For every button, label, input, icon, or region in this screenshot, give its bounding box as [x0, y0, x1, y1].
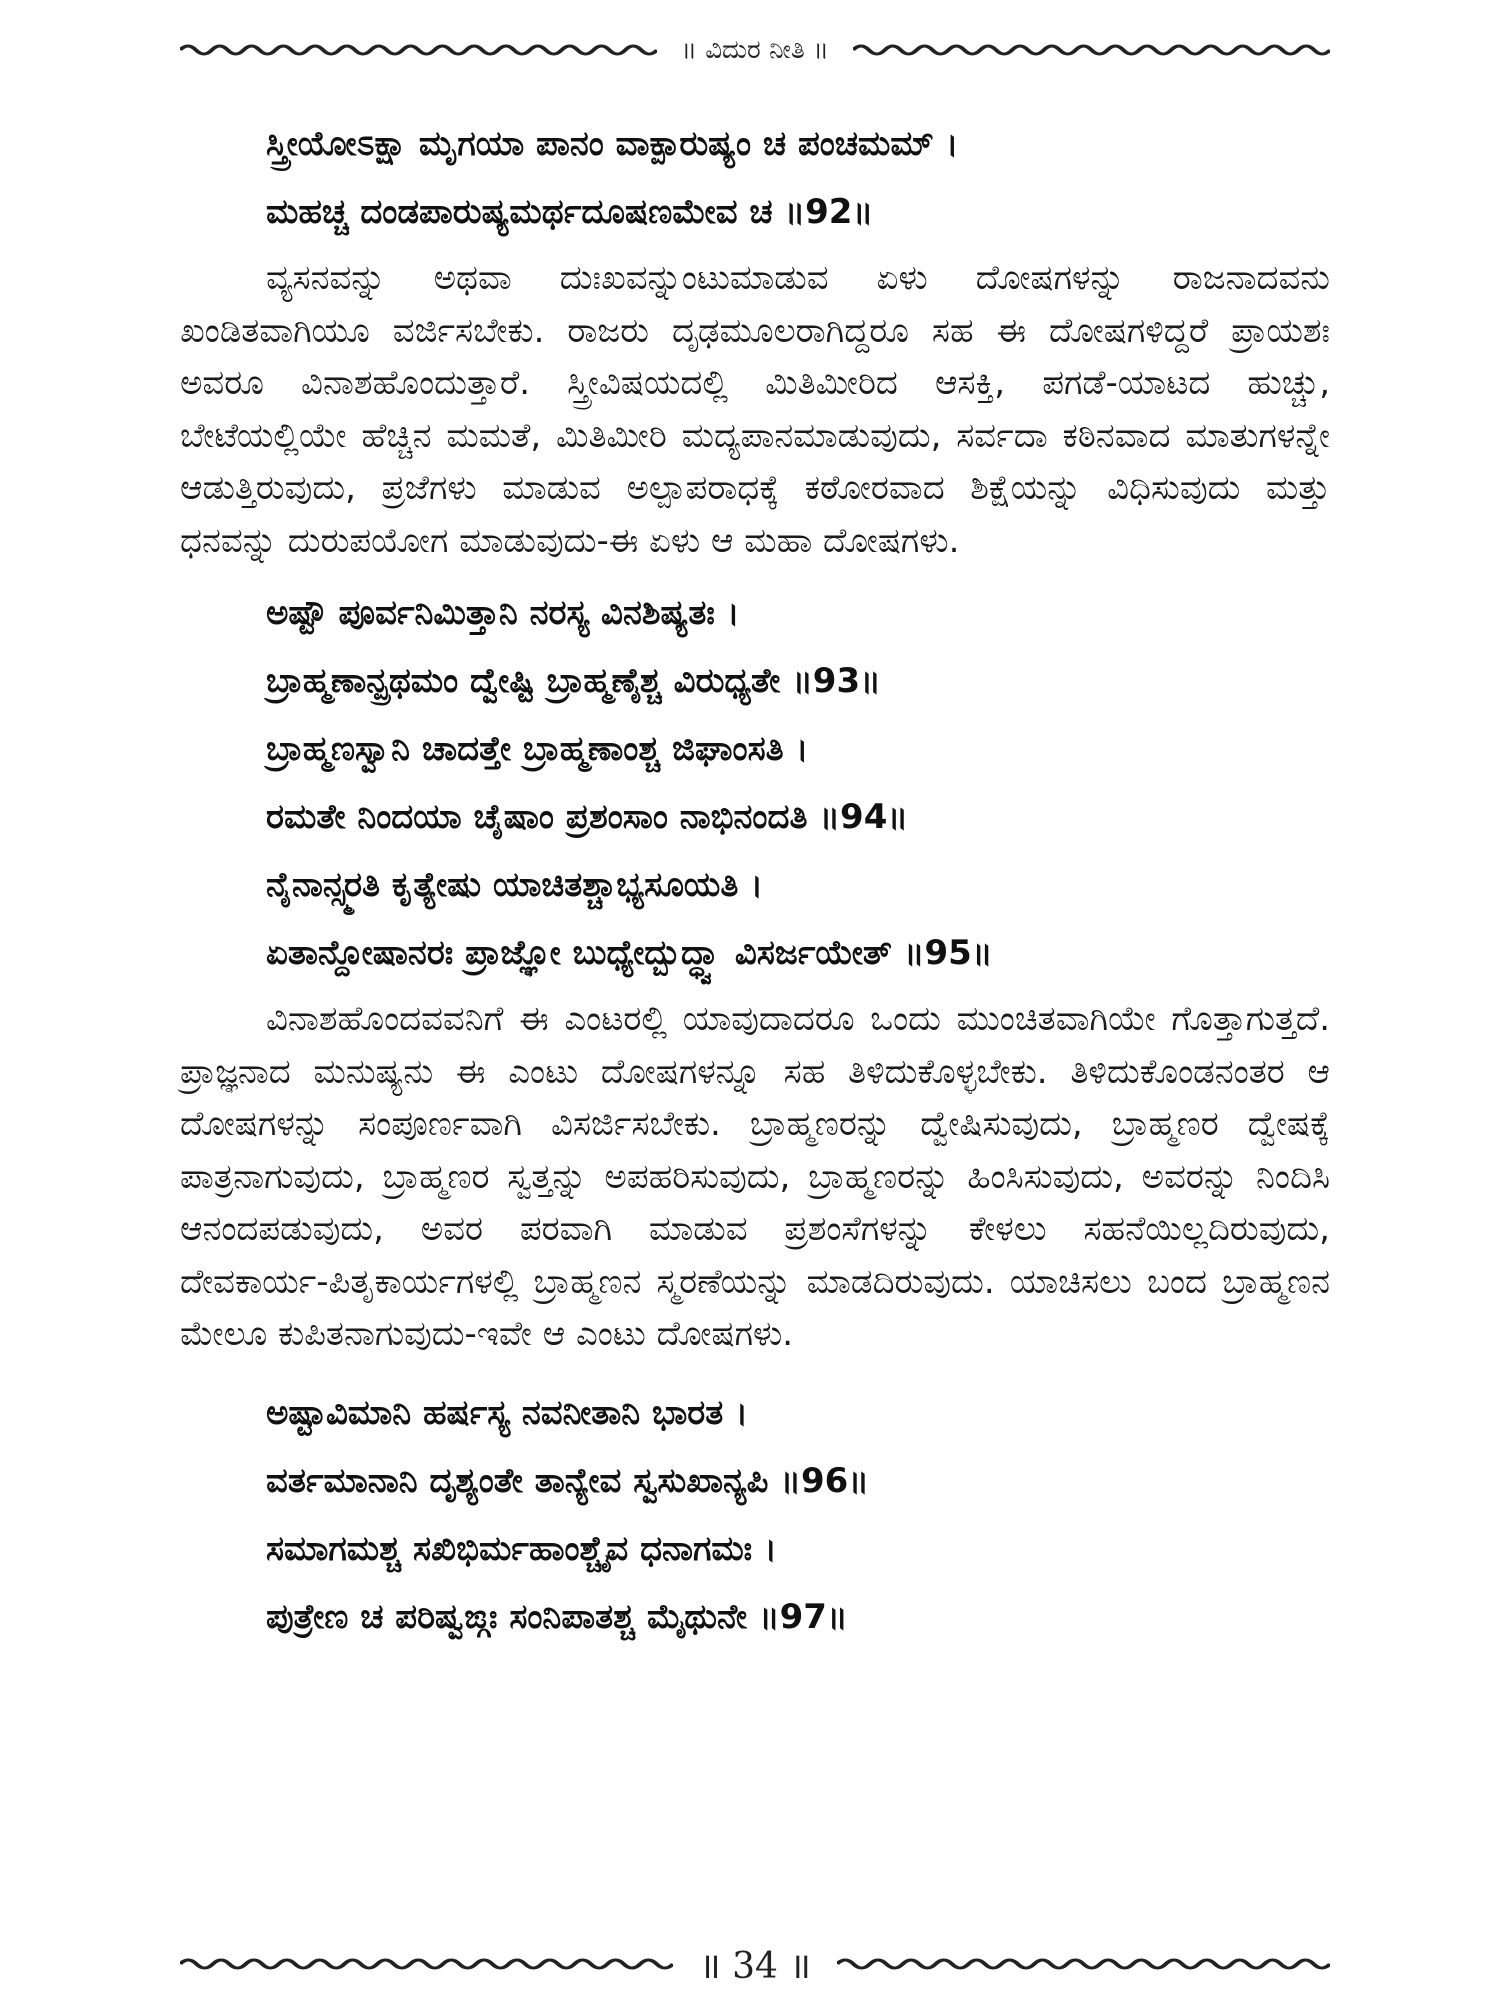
verse-line: ಬ್ರಾಹ್ಮಣಸ್ವಾನಿ ಚಾದತ್ತೇ ಬ್ರಾಹ್ಮಣಾಂಶ್ಚ ಜಿಘಾಂಸತಿ । [266, 729, 809, 769]
page-footer [180, 1942, 1330, 1986]
wavy-rule-right [837, 1952, 1330, 1976]
verse-line: ಸ್ತ್ರೀಯೋಽಕ್ಷಾ ಮೃಗಯಾ ಪಾನಂ ವಾಕ್ಪಾರುಷ್ಯಂ ಚ ಪಂಚಮಮ್ । [266, 124, 959, 164]
running-title: ॥ ವಿದುರ ನೀತಿ ॥ [681, 34, 829, 65]
verse-line: ಮಹಚ್ಚ ದಂಡಪಾರುಷ್ಯಮರ್ಥದೂಷಣಮೇವ ಚ ॥92॥ [266, 192, 874, 232]
verse-line: ಪುತ್ರೇಣ ಚ ಪರಿಷ್ವಙ್ಗಃ ಸಂನಿಪಾತಶ್ಚ ಮೈಥುನೇ ॥97॥ [266, 1596, 848, 1637]
page-content [180, 110, 1330, 1651]
verse-block-92 [266, 110, 1330, 246]
page-number: ॥ 34 ॥ [699, 1945, 811, 1987]
verse-line: ಅಷ್ಟೌ ಪೂರ್ವನಿಮಿತ್ತಾನಿ ನರಸ್ಯ ವಿನಶಿಷ್ಯತಃ । [266, 593, 740, 633]
verse-line: ನೈನಾನ್ಸ್ಮರತಿ ಕೃತ್ಯೇಷು ಯಾಚಿತಶ್ಚಾಭ್ಯಸೂಯತಿ । [266, 865, 764, 905]
prose-paragraph-2: ವಿನಾಶಹೊಂದವವನಿಗೆ ಈ ಎಂಟರಲ್ಲಿ ಯಾವುದಾದರೂ ಒಂದು ಮುಂಚಿತವಾಗಿಯೇ ಗೊತ್ತಾಗುತ್ತದೆ. ಪ್ರಾಜ್ಞನಾದ ಮನುಷ್ಯನು ಈ ಎಂಟು ದೋಷಗಳನ್ನೂ ಸಹ ತಿಳಿದುಕೊಳ್ಳಬೇಕು. ತಿಳಿದುಕೊಂಡನಂತರ ಆ ದೋಷಗಳನ್ನು ಸಂಪೂರ್ಣವಾಗಿ ವಿಸರ್ಜಿಸಬೇಕು. ಬ್ರಾಹ್ಮಣರನ್ನು ದ್ವೇಷಿಸುವುದು, ಬ್ರಾಹ್ಮಣರ ದ್ವೇಷಕ್ಕೆ ಪಾತ್ರನಾಗುವುದು, ಬ್ರಾಹ್ಮಣರ ಸ್ವತ್ತನ್ನು ಅಪಹರಿಸುವುದು, ಬ್ರಾಹ್ಮಣರನ್ನು ಹಿಂಸಿಸುವುದು, ಅವರನ್ನು ನಿಂದಿಸಿ ಆನಂದಪಡುವುದು, ಅವರ ಪರವಾಗಿ ಮಾಡುವ ಪ್ರಶಂಸೆಗಳನ್ನು ಕೇಳಲು ಸಹನೆಯಿಲ್ಲದಿರುವುದು, ದೇವಕಾರ್ಯ-ಪಿತೃಕಾರ್ಯಗಳಲ್ಲಿ ಬ್ರಾಹ್ಮಣನ ಸ್ಮರಣೆಯನ್ನು ಮಾಡದಿರುವುದು. ಯಾಚಿಸಲು ಬಂದ ಬ್ರಾಹ್ಮಣನ ಮೇಲೂ ಕುಪಿತನಾಗುವುದು-ಇವೇ ಆ ಎಂಟು ದೋಷಗಳು. [180, 999, 1330, 1354]
verse-line: ವರ್ತಮಾನಾನಿ ದೃಶ್ಯಂತೇ ತಾನ್ಯೇವ ಸ್ವಸುಖಾನ್ಯಪಿ ॥96॥ [266, 1460, 869, 1501]
prose-paragraph-1: ವ್ಯಸನವನ್ನು ಅಥವಾ ದುಃಖವನ್ನುಂಟುಮಾಡುವ ಏಳು ದೋಷಗಳನ್ನು ರಾಜನಾದವನು ಖಂಡಿತವಾಗಿಯೂ ವರ್ಜಿಸಬೇಕು. ರಾಜರು ದೃಢಮೂಲರಾಗಿದ್ದರೂ ಸಹ ಈ ದೋಷಗಳಿದ್ದರೆ ಪ್ರಾಯಶಃ ಅವರೂ ವಿನಾಶಹೊಂದುತ್ತಾರೆ. ಸ್ತ್ರೀವಿಷಯದಲ್ಲಿ ಮಿತಿಮೀರಿದ ಆಸಕ್ತಿ, ಪಗಡೆ-ಯಾಟದ ಹುಚ್ಚು, ಬೇಟೆಯಲ್ಲಿಯೇ ಹೆಚ್ಚಿನ ಮಮತೆ, ಮಿತಿಮೀರಿ ಮದ್ಯಪಾನಮಾಡುವುದು, ಸರ್ವದಾ ಕಠಿನವಾದ ಮಾತುಗಳನ್ನೇ ಆಡುತ್ತಿರುವುದು, ಪ್ರಜೆಗಳು ಮಾಡುವ ಅಲ್ಪಾಪರಾಧಕ್ಕೆ ಕಠೋರವಾದ ಶಿಕ್ಷೆಯನ್ನು ವಿಧಿಸುವುದು ಮತ್ತು ಧನವನ್ನು ದುರುಪಯೋಗ ಮಾಡುವುದು-ಈ ಏಳು ಆ ಮಹಾ ದೋಷಗಳು. [180, 258, 1330, 561]
wavy-rule-left [180, 1952, 673, 1976]
verse-line: ಬ್ರಾಹ್ಮಣಾನ್ಪ್ರಥಮಂ ದ್ವೇಷ್ಟಿ ಬ್ರಾಹ್ಮಣೈಶ್ಚ ವಿರುಧ್ಯತೇ ॥93॥ [266, 661, 881, 701]
verse-line: ಅಷ್ಟಾವಿಮಾನಿ ಹರ್ಷಸ್ಯ ನವನೀತಾನಿ ಭಾರತ । [266, 1392, 749, 1433]
verse-line: ರಮತೇ ನಿಂದಯಾ ಚೈಷಾಂ ಪ್ರಶಂಸಾಂ ನಾಭಿನಂದತಿ ॥94॥ [266, 797, 909, 837]
wavy-rule-right [853, 38, 1330, 62]
page-header [180, 30, 1330, 70]
verse-block-96-97 [266, 1379, 1330, 1651]
wavy-rule-left [180, 38, 657, 62]
verse-line: ಸಮಾಗಮಶ್ಚ ಸಖಿಭಿರ್ಮಹಾಂಶ್ಚೈವ ಧನಾಗಮಃ । [266, 1528, 777, 1569]
verse-line: ಏತಾನ್ದೋಷಾನರಃ ಪ್ರಾಜ್ಞೋ ಬುಧ್ಯೇದ್ಬುದ್ಧ್ವಾ ವಿಸರ್ಜಯೇತ್ ॥95॥ [266, 933, 993, 973]
verse-block-93-95 [266, 579, 1330, 987]
